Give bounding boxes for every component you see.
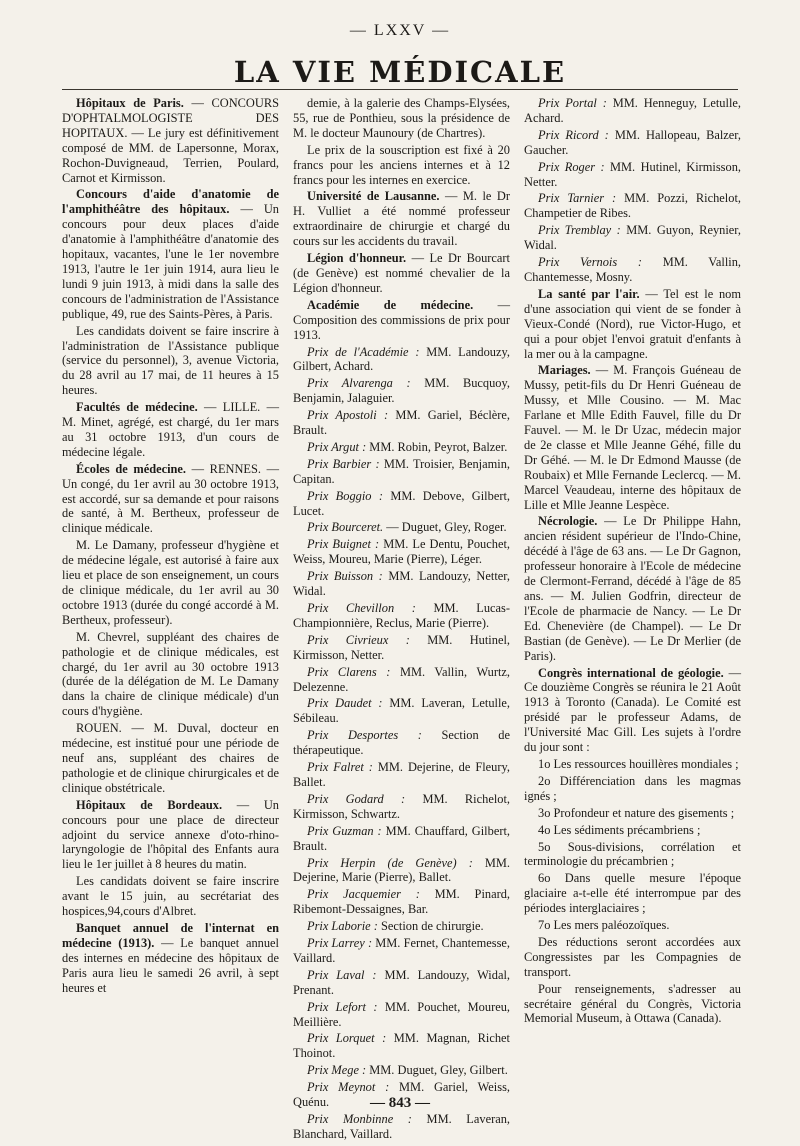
section-heading: Écoles de médecine. xyxy=(76,461,187,476)
paragraph xyxy=(293,408,510,438)
article-columns xyxy=(62,96,742,1144)
paragraph-text: 5o Sous-divisions, corrélation et terminologie du précambrien ; xyxy=(524,839,741,869)
paragraph xyxy=(524,363,741,512)
paragraph xyxy=(293,1031,510,1061)
prize-name: Prix Ricord : xyxy=(538,127,609,142)
paragraph-text: — Le banquet annuel des internes en médecine des hôpitaux de Paris aura lieu le samedi 26 avril, à sept heures et xyxy=(62,935,279,995)
paragraph-text: 3o Profondeur et nature des gisements ; xyxy=(538,805,735,820)
paragraph-text: MM. Le Dentu, Pouchet, Weiss, Moureu, Marie (Pierre), Léger. xyxy=(293,537,510,567)
paragraph-text: MM. Chauffard, Gilbert, Brault. xyxy=(293,823,510,853)
paragraph xyxy=(293,251,510,296)
section-heading: La santé par l'air. xyxy=(538,286,640,301)
paragraph-text: MM. Robin, Peyrot, Balzer. xyxy=(366,439,508,454)
prize-name: Prix Daudet : xyxy=(307,696,383,711)
paragraph-text: Les candidats doivent se faire inscrire à l'administration de l'Assistance publique (service du personnel), 3, avenue Victoria, du 28 avril au 17 mai, de 11 heures à 15 heures. xyxy=(62,323,279,398)
section-heading: Hôpitaux de Bordeaux. xyxy=(76,797,223,812)
section-heading: Congrès international de géologie. xyxy=(538,665,724,680)
paragraph xyxy=(62,721,279,796)
paragraph xyxy=(293,1063,510,1078)
column-left xyxy=(62,96,279,1144)
prize-name: Prix Monbinne : xyxy=(307,1112,412,1126)
paragraph xyxy=(293,520,510,535)
prize-name: Prix Buignet : xyxy=(307,537,380,552)
paragraph xyxy=(293,440,510,455)
paragraph xyxy=(62,187,279,321)
paragraph-text: MM. Bucquoy, Benjamin, Jalaguier. xyxy=(293,376,510,406)
prize-name: Prix Lorquet : xyxy=(307,1031,387,1046)
paragraph xyxy=(524,514,741,663)
paragraph-text: MM. Duguet, Gley, Gilbert. xyxy=(366,1063,508,1078)
paragraph-text: M. Le Damany, professeur d'hygiène et de médecine légale, est autorisé à faire aux lieu et place de son enseignement, un cours de clinique médicale, du 1er avril au 30 octobre 1913 (durée du congé accordé à M. Bertheux, professeur). xyxy=(62,538,279,627)
prize-name: Prix Falret : xyxy=(307,760,373,775)
paragraph-text: 1o Les ressources houillères mondiales ; xyxy=(538,756,739,771)
paragraph xyxy=(293,792,510,822)
paragraph xyxy=(524,918,741,933)
page-header: — LXXV — xyxy=(349,22,451,39)
section-heading: Facultés de médecine. xyxy=(76,400,198,415)
paragraph-text: MM. Vallin, Wurtz, Delezenne. xyxy=(293,664,511,694)
paragraph xyxy=(524,160,741,190)
paragraph-text: MM. Hutinel, Kirmisson, Netter. xyxy=(524,159,741,189)
paragraph xyxy=(293,96,510,141)
section-heading: Banquet annuel de l'internat en médecine (1913). xyxy=(62,920,279,950)
prize-name: Prix Tarnier : xyxy=(538,191,617,206)
paragraph-text: M. Chevrel, suppléant des chaires de pathologie et de clinique médicales, est chargé, du 1er avril au 30 octobre 1913 (durée de la délégation de M. Le Damany dans la chaire de clinique médicale) d'un cours d'hygiène. xyxy=(62,629,279,719)
paragraph-text: 4o Les sédiments précambriens ; xyxy=(538,822,701,837)
paragraph xyxy=(62,324,279,399)
prize-name: Prix Mege : xyxy=(307,1063,367,1078)
prize-name: Prix Clarens : xyxy=(307,664,391,679)
section-heading: Université de Lausanne. xyxy=(307,189,440,204)
paragraph xyxy=(524,255,741,285)
prize-name: Prix Barbier : xyxy=(307,456,380,471)
paragraph-text: MM. Debove, Gilbert, Lucet. xyxy=(293,488,510,518)
paragraph xyxy=(524,757,741,772)
paragraph-text: — Un concours pour une place de directeur adjoint du service annexe d'oto-rhino-laryngologie de l'hôpital des Enfants aura lieu le 1er juillet à 8 heures du matin. xyxy=(62,797,279,872)
paragraph xyxy=(293,537,510,567)
paragraph xyxy=(293,143,510,188)
paragraph xyxy=(524,982,741,1027)
paragraph xyxy=(62,630,279,719)
paragraph-text: MM. Fernet, Chantemesse, Vaillard. xyxy=(293,936,510,965)
prize-name: Prix Civrieux : xyxy=(307,632,410,647)
paragraph xyxy=(293,601,510,631)
paragraph-text: MM. Henneguy, Letulle, Achard. xyxy=(524,96,741,125)
paragraph-text: MM. Hutinel, Kirmisson, Netter. xyxy=(293,632,510,662)
paragraph xyxy=(293,569,510,599)
paragraph xyxy=(524,287,741,362)
paragraph xyxy=(524,840,741,870)
paragraph-text: — M. François Guéneau de Mussy, petit-fils du Dr Henri Guéneau de Mussy, et Mlle Cousino. — M. Mac Farlane et Mlle Edith Fauvel, fille du Dr Fauvel. — M. le Dr Uzac, médecin major de 2e classe et Mlle Jeanne Géhé, fille du Dr Géhé. — M. le Dr Edmond Mausse (de Roubaix) et Mlle Fernande Leclercq. — M. Marcel Veaudeau, interne des hôpitaux de Lille et Mlle Jeanne Lespèce. xyxy=(524,363,741,512)
paragraph-text: Section de chirurgie. xyxy=(377,919,484,934)
paragraph xyxy=(293,345,510,375)
paragraph xyxy=(293,696,510,726)
paragraph-text: MM. Laveran, Blanchard, Vaillard. xyxy=(293,1112,510,1141)
paragraph-text: demie, à la galerie des Champs-Elysées, 55, rue de Ponthieu, sous la présidence de M. le docteur Maunoury (de Chartres). xyxy=(293,96,510,140)
paragraph-text: — RENNES. — Un congé, du 1er avril au 30 octobre 1913, est accordé, sur sa demande et pour raisons de santé, à M. Bertheux, professeur de clinique médicale. xyxy=(62,461,279,536)
paragraph-text: MM. Dejerine, de Fleury, Ballet. xyxy=(293,760,510,789)
prize-name: Prix Apostoli : xyxy=(307,408,389,423)
prize-name: Prix Meynot : xyxy=(307,1080,390,1095)
prize-name: Prix Laval : xyxy=(307,967,377,982)
paragraph xyxy=(524,806,741,821)
paragraph xyxy=(293,936,510,966)
paragraph-text: MM. Laveran, Letulle, Sébileau. xyxy=(293,696,510,726)
paragraph xyxy=(293,728,510,758)
section-heading: Académie de médecine. xyxy=(307,297,474,312)
paragraph-text: MM. Gariel, Weiss, Quénu. xyxy=(293,1080,510,1110)
paragraph xyxy=(293,376,510,406)
prize-name: Prix Godard : xyxy=(307,791,406,806)
paragraph-text: — Tel est le nom d'une association qui vient de se fonder à Vieux-Condé (Nord), rue Victor-Hugo, et qui a pour objet l'envoi gratuit d'enfants à la mer ou à la campagne. xyxy=(524,286,741,361)
prize-name: Prix Vernois : xyxy=(538,255,643,270)
paragraph-text: MM. Dejerine, Marie (Pierre), Ballet. xyxy=(293,855,511,885)
paragraph xyxy=(293,824,510,854)
paragraph xyxy=(293,633,510,663)
prize-name: Prix Jacquemier : xyxy=(307,887,420,902)
paragraph xyxy=(293,665,510,695)
column-middle xyxy=(293,96,510,1144)
paragraph-text: MM. Pinard, Ribemont-Dessaignes, Bar. xyxy=(293,887,511,917)
paragraph xyxy=(62,462,279,537)
section-heading: Hôpitaux de Paris. xyxy=(76,96,184,110)
paragraph xyxy=(293,887,510,917)
paragraph xyxy=(62,538,279,627)
paragraph-text: MM. Landouzy, Netter, Widal. xyxy=(293,569,510,599)
paragraph xyxy=(62,921,279,996)
section-heading: Légion d'honneur. xyxy=(307,251,407,266)
paragraph-text: Le prix de la souscription est fixé à 20 francs pour les anciens internes et à 12 francs pour les internes en exercice. xyxy=(293,142,510,187)
paragraph-text: MM. Pouchet, Moureu, Meillière. xyxy=(293,999,510,1029)
paragraph xyxy=(293,760,510,790)
paragraph xyxy=(524,96,741,126)
paragraph xyxy=(293,856,510,886)
prize-name: Prix Roger : xyxy=(538,159,605,174)
paragraph xyxy=(524,871,741,916)
paragraph-text: MM. Landouzy, Gilbert, Achard. xyxy=(293,344,510,374)
paragraph xyxy=(293,489,510,519)
paragraph-text: — Le Dr Bourcart (de Genève) est nommé chevalier de la Légion d'honneur. xyxy=(293,251,510,295)
paragraph-text: MM. Pozzi, Richelot, Champetier de Ribes. xyxy=(524,191,741,221)
prize-name: Prix Lefort : xyxy=(307,999,378,1014)
paragraph-text: — Un concours pour deux places d'aide d'anatomie à l'amphithéâtre d'anatomie des hopitaux, vacantes, l'une le 1er novembre 1913, l'autre le 1er juin 1914, aura lieu le lundi 9 juin 1913, à midi dans la salle des concours de l'administration de l'Assistance publique, 49, rue des Saints-Pères, à Paris. xyxy=(62,202,279,321)
paragraph-text: MM. Lucas-Championnière, Reclus, Marie (Pierre). xyxy=(293,601,510,630)
paragraph-text: MM. Troisier, Benjamin, Capitan. xyxy=(293,456,510,486)
paragraph-text: MM. Landouzy, Widal, Prenant. xyxy=(293,967,510,997)
paragraph-text: 7o Les mers paléozoïques. xyxy=(538,918,670,933)
paragraph-text: — Composition des commissions de prix pour 1913. xyxy=(293,297,510,342)
paragraph-text: — M. le Dr H. Vulliet a été nommé professeur extraordinaire de chirurgie et chargé du cours sur les accidents du travail. xyxy=(293,189,510,249)
paragraph xyxy=(524,223,741,253)
prize-name: Prix Larrey : xyxy=(307,936,373,951)
paragraph-text: MM. Gariel, Béclère, Brault. xyxy=(293,408,510,438)
prize-name: Prix Laborie : xyxy=(307,919,378,934)
paragraph xyxy=(524,191,741,221)
paragraph-text: MM. Vallin, Chantemesse, Mosny. xyxy=(524,255,741,284)
paragraph-text: — LILLE. — M. Minet, agrégé, est chargé, du 1er mars au 31 octobre 1913, d'un cours de médecine légale. xyxy=(62,400,279,459)
prize-name: Prix Alvarenga : xyxy=(307,376,411,391)
paragraph xyxy=(524,823,741,838)
paragraph xyxy=(524,666,741,755)
paragraph xyxy=(293,1000,510,1030)
page-number: — 843 — xyxy=(370,1095,430,1111)
paragraph-text: Section de thérapeutique. xyxy=(293,728,510,758)
prize-name: Prix Boggio : xyxy=(307,488,383,503)
paragraph xyxy=(62,874,279,919)
paragraph xyxy=(62,400,279,460)
paragraph xyxy=(293,457,510,487)
page-title: LA VIE MÉDICALE xyxy=(233,55,567,89)
section-heading: Mariages. xyxy=(538,363,591,378)
prize-name: Prix Tremblay : xyxy=(538,223,621,238)
title-rule xyxy=(62,89,738,90)
paragraph xyxy=(293,298,510,343)
paragraph-text: — Ce douzième Congrès se réunira le 21 Août 1913 à Toronto (Canada). Le Comité est présidé par le professeur Adams, de l'Université Mac Gill. Les sujets à l'ordre du jour sont : xyxy=(524,665,741,755)
column-right xyxy=(524,96,741,1144)
paragraph xyxy=(62,96,279,185)
paragraph xyxy=(524,774,741,804)
prize-name: Prix Bourceret. xyxy=(307,520,384,535)
paragraph-text: Pour renseignements, s'adresser au secrétaire général du Congrès, Victoria Memorial Museum, à Ottawa (Canada). xyxy=(524,981,741,1026)
paragraph xyxy=(524,128,741,158)
paragraph-text: 6o Dans quelle mesure l'époque glaciaire a-t-elle été interrompue par des périodes interglaciaires ; xyxy=(524,871,741,916)
paragraph xyxy=(293,189,510,249)
paragraph-text: 2o Différenciation dans les magmas ignés ; xyxy=(524,773,741,803)
prize-name: Prix Argut : xyxy=(307,439,367,454)
prize-name: Prix Guzman : xyxy=(307,823,382,838)
paragraph-text: Les candidats doivent se faire inscrire avant le 15 juin, au secrétariat des hospices,94,cours d'Albret. xyxy=(62,874,279,919)
paragraph-text: MM. Magnan, Richet Thoinot. xyxy=(293,1031,510,1061)
paragraph-text: — Duguet, Gley, Roger. xyxy=(383,520,507,535)
section-heading: Concours d'aide d'anatomie de l'amphithéâtre des hôpitaux. xyxy=(62,187,279,217)
paragraph xyxy=(293,919,510,934)
paragraph-text: ROUEN. — M. Duval, docteur en médecine, est institué pour une période de neuf ans, suppléant des chaires de pathologie et de clinique chirurgicales et de clinique obstétricale. xyxy=(62,721,279,795)
paragraph-text: — Le Dr Philippe Hahn, ancien résident supérieur de l'Indo-Chine, décédé à l'âge de 63 ans. — Le Dr Gagnon, professeur honoraire à l'Ecole de médecine de Clermont-Ferrand, décédé à l'âge de 85 ans. — M. Julien Godfrin, directeur de l'Ecole de pharmacie de Nancy. — Le Dr Ed. Chenevière (de Champel). — Le Dr Bastian (de Genève). — Le Dr Merlier (de Paris). xyxy=(524,514,741,663)
paragraph-text: Des réductions seront accordées aux Congressistes par les Compagnies de transport. xyxy=(524,934,741,979)
paragraph-text: MM. Hallopeau, Balzer, Gaucher. xyxy=(524,127,742,157)
section-heading: Nécrologie. xyxy=(538,514,598,529)
prize-name: Prix Buisson : xyxy=(307,569,383,584)
prize-name: Prix Portal : xyxy=(538,96,607,110)
paragraph xyxy=(524,935,741,980)
prize-name: Prix de l'Académie : xyxy=(307,344,420,359)
prize-name: Prix Chevillon : xyxy=(307,601,416,615)
paragraph xyxy=(293,1112,510,1142)
paragraph-text: — CONCOURS D'OPHTALMOLOGISTE DES HOPITAUX. — Le jury est définitivement composé de MM. de Lapersonne, Morax, Rochon-Duvigneaud, Terrien, Poulard, Carnot et Kirmisson. xyxy=(62,96,279,185)
paragraph-text: MM. Richelot, Kirmisson, Schwartz. xyxy=(293,791,510,821)
prize-name: Prix Herpin (de Genève) : xyxy=(307,855,473,870)
prize-name: Prix Desportes : xyxy=(307,728,422,743)
paragraph-text: MM. Guyon, Reynier, Widal. xyxy=(524,223,742,253)
paragraph xyxy=(293,968,510,998)
paragraph xyxy=(62,798,279,873)
